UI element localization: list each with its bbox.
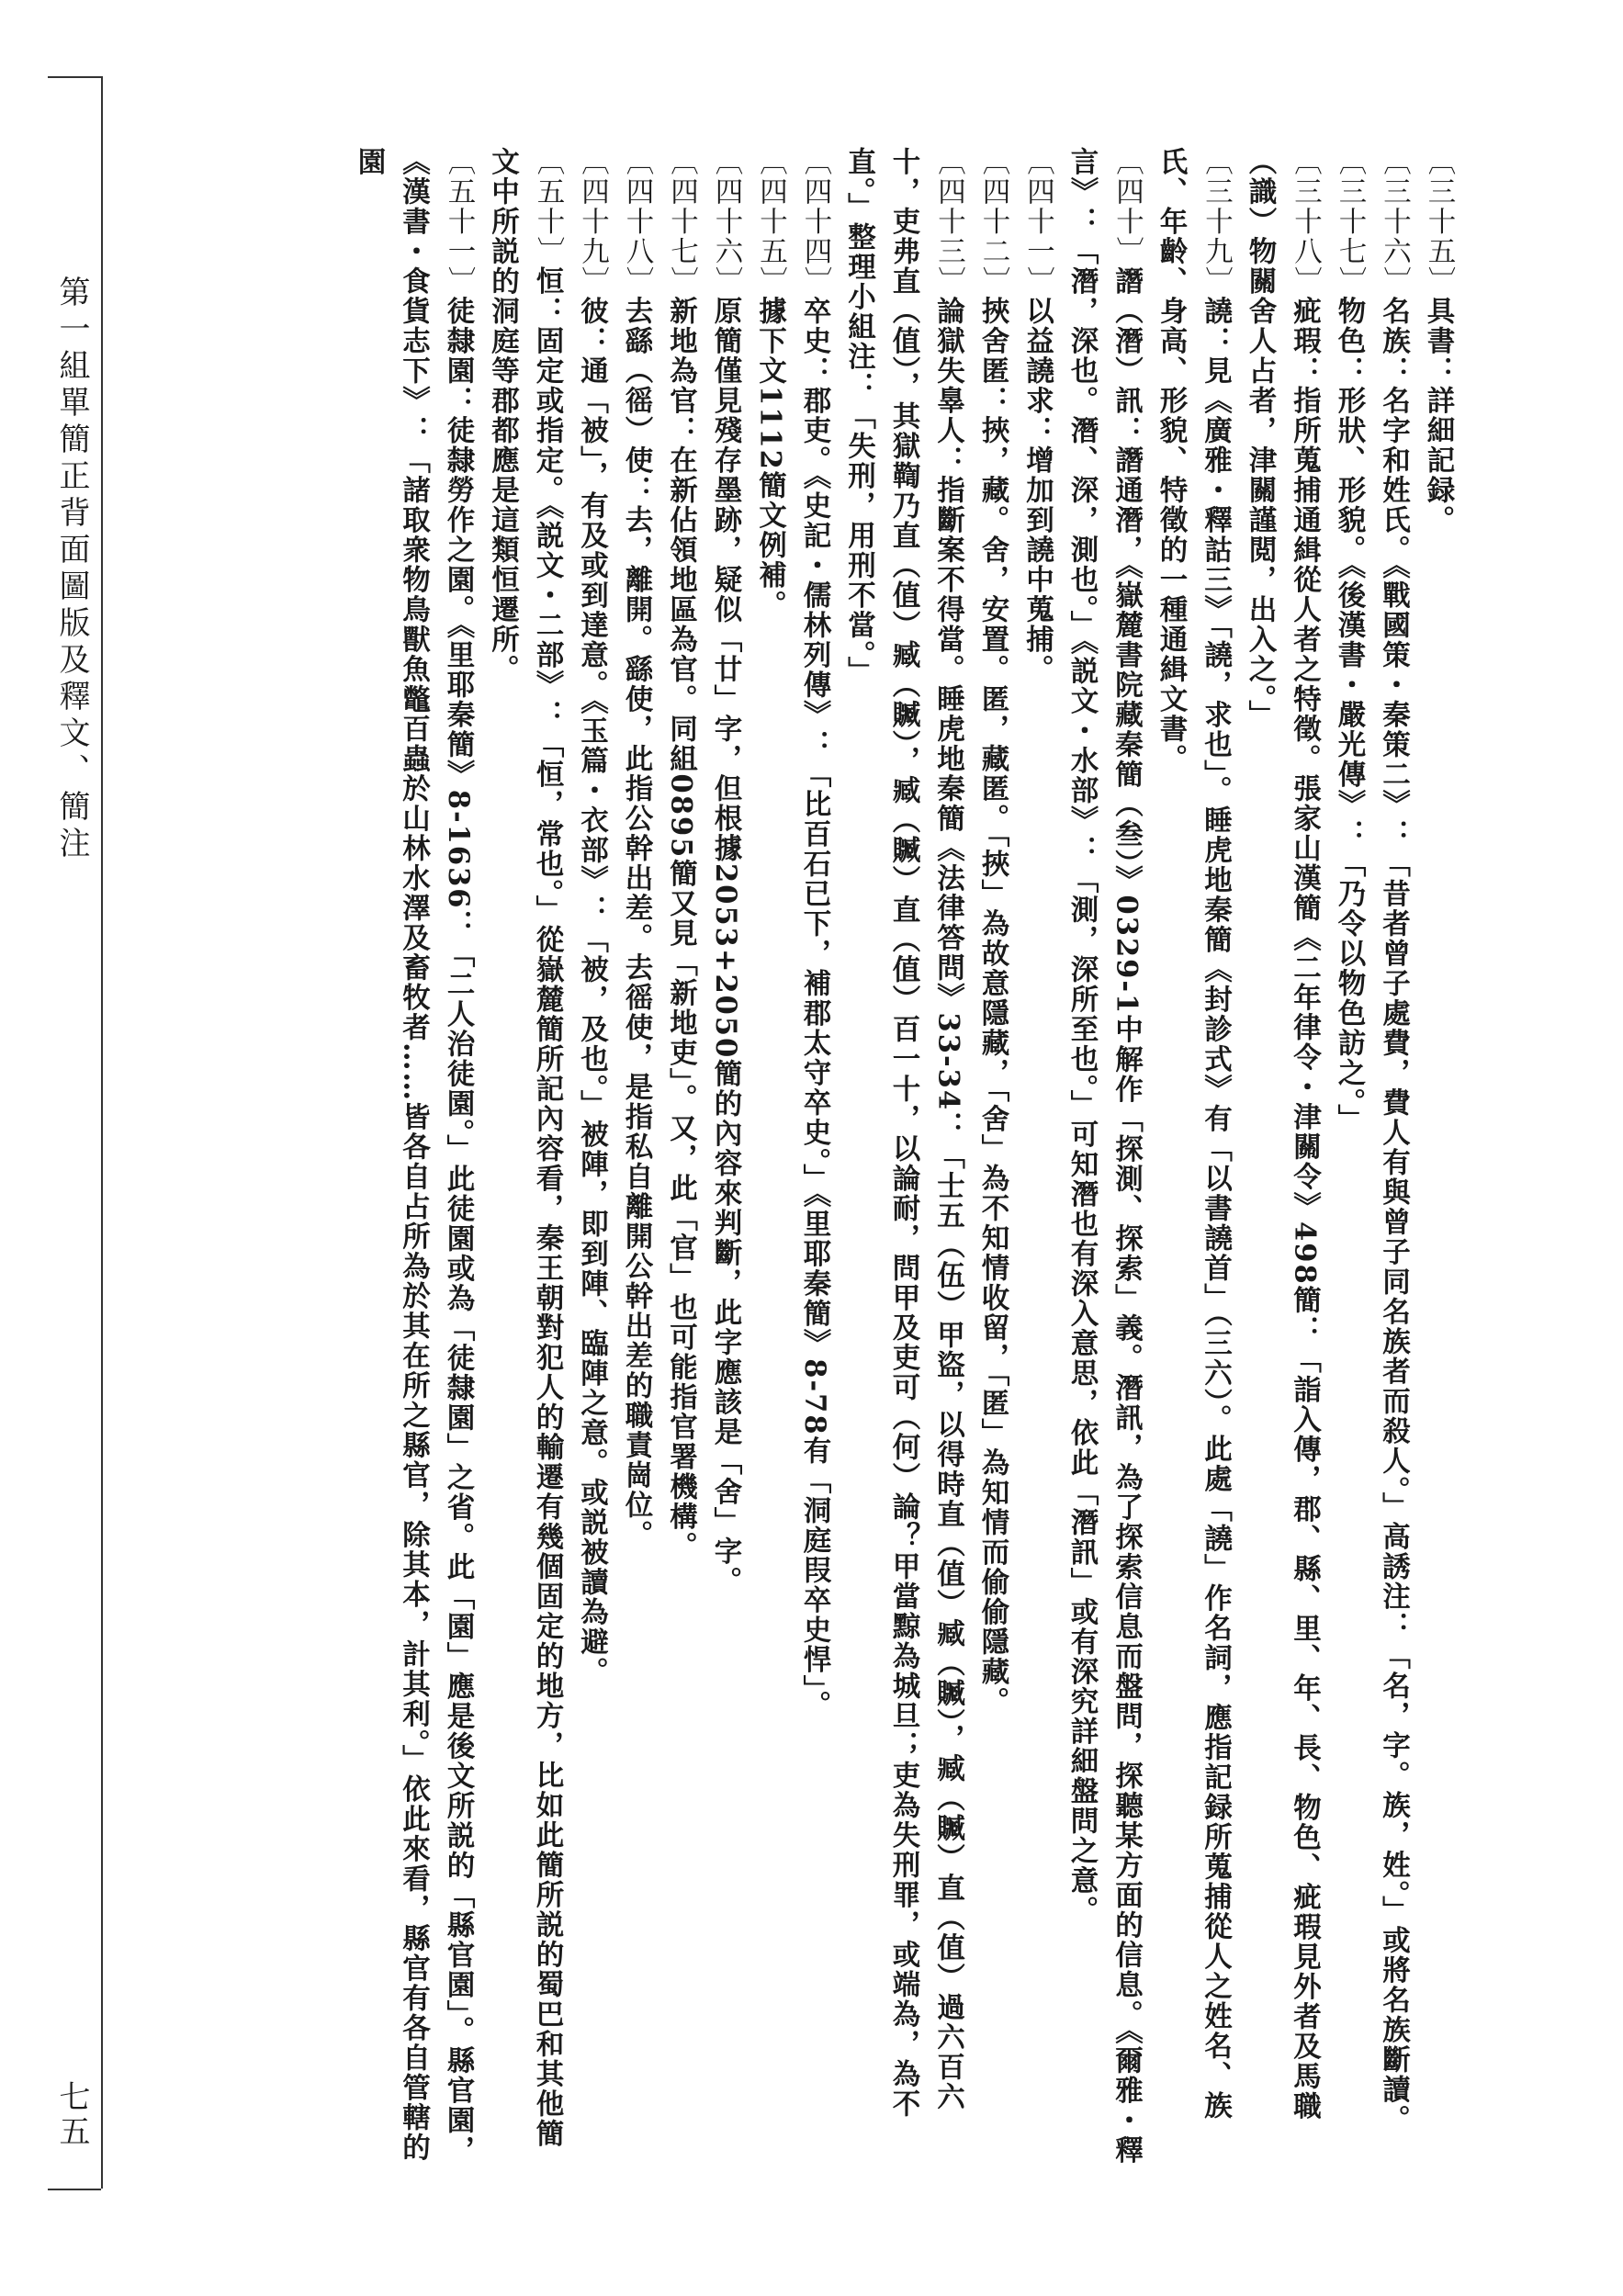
note-text: 原簡僅見殘存墨跡，疑似「廿」字，但根據2053+2050簡的內容來判斷，此字應該是「舍」字。 — [709, 296, 742, 1597]
note-number: 〔三十八〕 — [1289, 147, 1322, 297]
margin-rule-bottom — [48, 2189, 101, 2190]
note-text: 彼：通「被」，有及或到達意。《玉篇・衣部》：「被，及也。」被陣，即到陣、臨陣之意。或説被讀為避。 — [575, 296, 609, 1687]
note-number: 〔三十五〕 — [1423, 147, 1455, 297]
note-text: 論獄失辠人：指斷案不得當。睡虎地秦簡《法律答問》33-34：「士五（伍）甲盜，以得時直（值）臧（贓），臧（贓）直（值）過六百六十，吏弗直（值），其獄鞫乃直（值）臧（贓），臧（贓）直（值）百一十，以論耐，問甲及吏可（何）論？甲當黥為城旦；吏為失刑罪，或端為，為不直。」整理小組注：「失刑，用刑不當。」 — [842, 147, 965, 2119]
note-47 — [659, 147, 704, 2167]
note-38 — [1238, 147, 1327, 2167]
note-text: 名族：名字和姓氏。《戰國策・秦策二》：「昔者曾子處費，費人有與曾子同名族者而殺人。」高誘注：「名，字。族，姓。」或將名族斷讀。 — [1377, 296, 1411, 2135]
note-text: 據下文1112簡文例補。 — [753, 296, 787, 621]
note-text: 譖（潛）訊：譖通潛，《嶽麓書院藏秦簡（叁）》0329-1中解作「探測、探索」義。潛訊，為了探索信息而盤問，探聽某方面的信息。《爾雅・釋言》：「潛，深也。潛、深，測也。」《説文・水部》：「測，深所至也。」可知潛也有深入意思，依此「潛訊」或有深究詳細盤問之意。 — [1065, 147, 1144, 2166]
annotation-list — [175, 147, 1460, 2167]
running-head: 第一組單簡正背面圖版及釋文、簡注 — [53, 276, 90, 863]
note-37 — [1327, 147, 1372, 2167]
note-text: 以益譊求：增加到譊中蒐捕。 — [1020, 296, 1054, 684]
note-40 — [1060, 147, 1149, 2167]
note-number: 〔四十三〕 — [932, 147, 965, 297]
note-number: 〔四十七〕 — [665, 147, 698, 297]
note-42 — [971, 147, 1016, 2167]
note-51 — [347, 147, 481, 2167]
note-number: 〔四十九〕 — [576, 147, 609, 297]
note-46 — [704, 147, 749, 2167]
note-number: 〔四十四〕 — [799, 147, 831, 297]
note-text: 具書：詳細記録。 — [1422, 296, 1455, 535]
note-39 — [1149, 147, 1238, 2167]
note-48 — [614, 147, 659, 2167]
note-number: 〔五十一〕 — [443, 147, 475, 297]
note-44 — [793, 147, 838, 2167]
margin-rule-top — [48, 76, 101, 78]
note-number: 〔三十七〕 — [1334, 147, 1366, 297]
note-number: 〔四十六〕 — [710, 147, 742, 297]
page-number: 七五 — [53, 2080, 90, 2150]
note-text: 恒：固定或指定。《説文・二部》：「恒，常也。」從嶽麓簡所記內容看，秦王朝對犯人的輸遷有幾個固定的地方，比如此簡所説的蜀巴和其他簡文中所説的洞庭等郡都應是這類恒遷所。 — [486, 147, 564, 2149]
note-number: 〔四十五〕 — [754, 147, 787, 297]
note-number: 〔四十二〕 — [977, 147, 1009, 297]
note-text: 挾舍匿：挾，藏。舍，安置。匿，藏匿。「挾」為故意隱藏，「舍」為不知情收留，「匿」為知情而偷偷隱藏。 — [976, 296, 1009, 1717]
note-45 — [748, 147, 793, 2167]
note-number: 〔四十〕 — [1110, 147, 1144, 266]
note-text: 徒隸園：徒隸勞作之園。《里耶秦簡》8-1636：「二人治徒園。」此徒園或為「徒隸園」之省。此「園」應是後文所説的「縣官園」。縣官園，《漢書・食貨志下》：「諸取衆物鳥獸魚鼈百蟲於山林水澤及畜牧者……皆各自占所為於其在所之縣官，除其本，計其利。」依此來看，縣官有各自管轄的園 — [353, 147, 475, 2166]
note-text: 新地為官：在新佔領地區為官。同組0895簡又見「新地吏」。又，此「官」也可能指官署機構。 — [664, 296, 698, 1562]
note-text: 去繇（徭）使：去，離開。繇使，此指公幹出差。去徭使，是指私自離開公幹出差的職責崗位。 — [620, 296, 653, 1550]
note-41 — [1015, 147, 1060, 2167]
note-text: 物色：形狀、形貌。《後漢書・嚴光傳》：「乃令以物色訪之。」 — [1333, 296, 1366, 1134]
note-number: 〔三十九〕 — [1200, 147, 1233, 297]
note-number: 〔五十〕 — [532, 147, 564, 266]
margin-rule-vertical — [101, 76, 103, 2189]
note-number: 〔四十八〕 — [621, 147, 653, 297]
note-text: 譊：見《廣雅・釋詁三》「譊，求也」。睡虎地秦簡《封診式》有「以書譊首」（三六）。此處「譊」作名詞，應指記録所蒐捕從人之姓名、族氏、年齡、身高、形貌、特徵的一種通緝文書。 — [1155, 147, 1233, 2121]
note-36 — [1371, 147, 1416, 2167]
note-43 — [837, 147, 971, 2167]
note-35 — [1416, 147, 1461, 2167]
note-text: 卒史：郡吏。《史記・儒林列傳》：「比百石已下，補郡太守卒史。」《里耶秦簡》8-78有「洞庭叚卒史悍」。 — [798, 296, 831, 1721]
note-49 — [569, 147, 614, 2167]
note-number: 〔三十六〕 — [1378, 147, 1411, 297]
note-text: 疵瑕：指所蒐捕通緝從人者之特徵。張家山漢簡《二年律令・津關令》498簡：「詣入傳，郡、縣、里、年、長、物色、疵瑕見外者及馬職（識）物關舍人占者，津關謹閲，出入之。」 — [1244, 147, 1322, 2122]
note-50 — [480, 147, 569, 2167]
note-number: 〔四十一〕 — [1021, 147, 1054, 297]
